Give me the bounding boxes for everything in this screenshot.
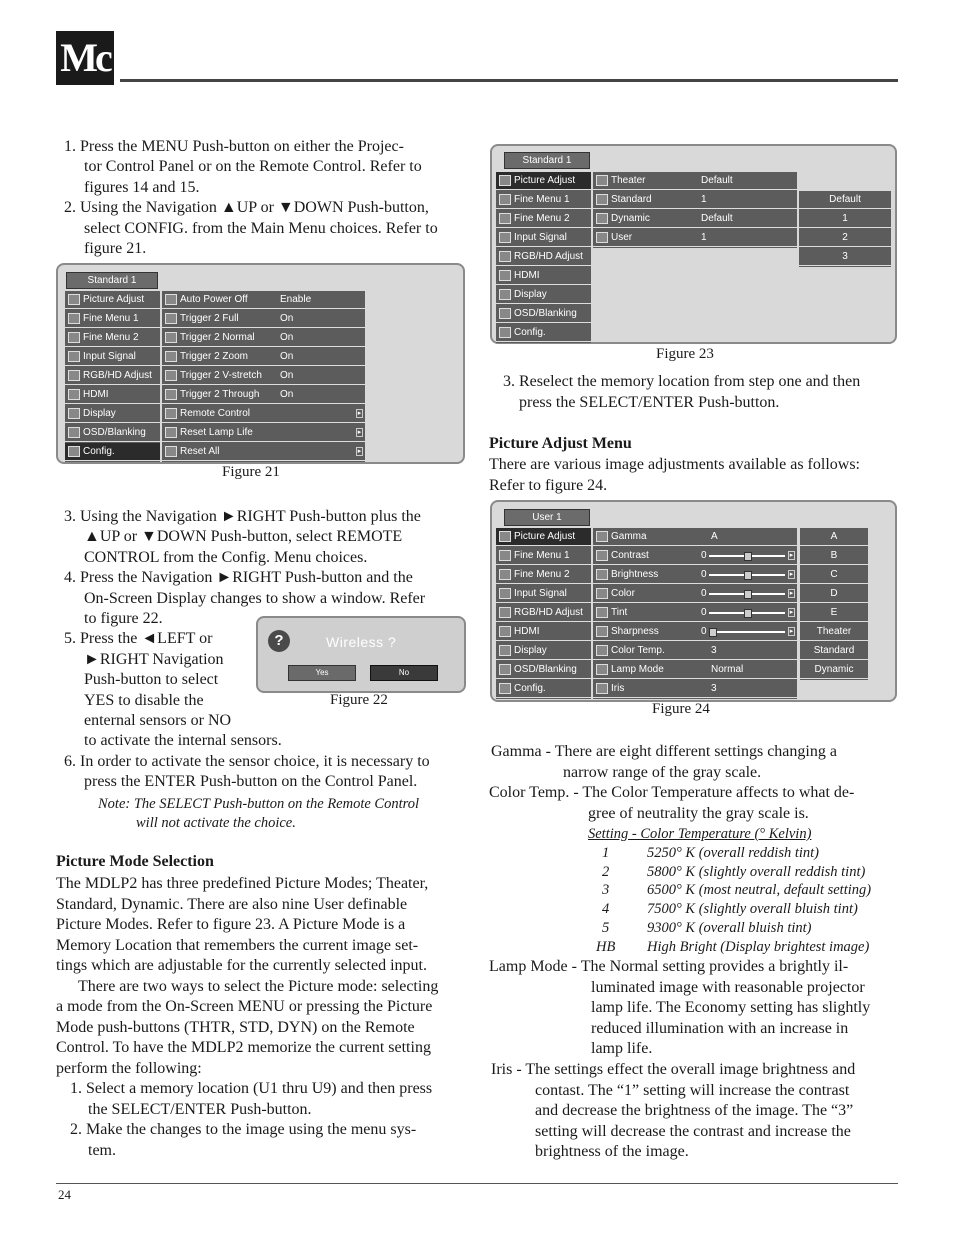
menu-item[interactable]	[496, 229, 591, 247]
step-line: 6. In order to activate the sensor choice, it is necessary to	[64, 752, 430, 770]
menu-item-label: OSD/Blanking	[83, 427, 146, 438]
menu-item[interactable]	[496, 324, 591, 342]
menu-item[interactable]	[496, 172, 591, 190]
menu-item-label: Fine Menu 1	[83, 313, 139, 324]
menu-icon	[499, 664, 511, 675]
menu-icon	[499, 289, 511, 300]
menu-item[interactable]	[496, 286, 591, 304]
setting-row[interactable]	[593, 172, 797, 190]
setting-row[interactable]	[162, 424, 365, 442]
step-line: ►RIGHT Navigation	[84, 650, 224, 668]
menu-item-label: HDMI	[514, 270, 540, 281]
ct-setting: 1	[602, 845, 610, 861]
body-line: tem.	[88, 1141, 116, 1159]
menu-icon	[68, 294, 80, 305]
menu-item-label: Input Signal	[514, 588, 567, 599]
body-line: Standard, Dynamic. There are also nine User definable	[56, 895, 408, 913]
slider-knob[interactable]	[744, 590, 752, 599]
menu-icon	[499, 607, 511, 618]
ct-desc: 7500° K (slightly overall bluish tint)	[647, 901, 858, 918]
body-line: There are two ways to select the Picture mode: selecting	[78, 977, 439, 995]
setting-value: 0	[701, 607, 707, 618]
figure-22-wireless-dialog	[256, 616, 466, 693]
setting-label: Iris	[611, 683, 625, 694]
color-temp-line: Color Temp. - The Color Temperature affects to what de-	[489, 784, 855, 801]
setting-label: Gamma	[611, 531, 647, 542]
iris-line: contast. The “1” setting will increase the contrast	[535, 1081, 850, 1099]
slider-arrow-icon: ▸	[789, 571, 794, 578]
menu-icon	[499, 308, 511, 319]
body-line: The MDLP2 has three predefined Picture Modes; Theater,	[56, 875, 429, 892]
setting-icon	[165, 294, 177, 305]
setting-row[interactable]	[593, 210, 797, 228]
menu-icon	[499, 683, 511, 694]
figure-23-picture-mode-menu	[490, 144, 897, 344]
setting-value: On	[280, 351, 294, 362]
step-line: 2. Using the Navigation ▲UP or ▼DOWN Push-button,	[64, 199, 429, 217]
menu-item-label: Input Signal	[83, 351, 136, 362]
menu-icon	[499, 588, 511, 599]
menu-item-label: Picture Adjust	[514, 175, 576, 186]
osd-main-menu	[496, 172, 591, 343]
menu-item[interactable]	[65, 291, 160, 309]
setting-row[interactable]	[593, 604, 797, 622]
menu-item-label: Fine Menu 2	[83, 332, 139, 343]
option-item[interactable]: C	[800, 566, 868, 584]
setting-icon	[165, 351, 177, 362]
setting-label: Sharpness	[611, 626, 659, 637]
setting-icon	[165, 389, 177, 400]
setting-value: On	[280, 313, 294, 324]
option-item[interactable]: 3	[799, 248, 891, 266]
value-slider[interactable]	[709, 555, 785, 557]
setting-label: User	[611, 232, 633, 243]
yes-button[interactable]: Yes	[288, 665, 356, 681]
menu-item-label: Display	[514, 289, 547, 300]
setting-label: Trigger 2 Through	[180, 389, 260, 400]
no-button[interactable]: No	[370, 665, 438, 681]
setting-value: Enable	[280, 294, 312, 305]
menu-item[interactable]	[65, 329, 160, 347]
setting-row[interactable]	[593, 661, 797, 679]
setting-row[interactable]	[593, 528, 797, 546]
menu-icon	[68, 427, 80, 438]
setting-label: Theater	[611, 175, 646, 186]
osd-title: Standard 1	[66, 272, 158, 289]
setting-icon	[596, 607, 608, 618]
setting-icon	[596, 645, 608, 656]
setting-icon	[165, 332, 177, 343]
step-line: 5. Press the ◄LEFT or	[64, 630, 213, 648]
setting-label: Brightness	[611, 569, 659, 580]
step-line: tor Control Panel or on the Remote Control. Refer to	[84, 158, 422, 176]
setting-row[interactable]	[162, 367, 365, 385]
setting-icon	[165, 408, 177, 419]
setting-icon	[596, 213, 608, 224]
setting-row[interactable]	[593, 680, 797, 698]
setting-row[interactable]	[593, 547, 797, 565]
osd-main-menu	[65, 291, 160, 462]
setting-icon	[596, 232, 608, 243]
menu-item-label: OSD/Blanking	[514, 664, 577, 675]
slider-arrow-icon: ▸	[789, 609, 794, 616]
setting-value: 0	[701, 569, 707, 580]
lamp-mode-line: reduced illumination with an increase in	[591, 1019, 849, 1037]
menu-icon	[499, 531, 511, 542]
setting-row[interactable]	[162, 348, 365, 366]
value-slider[interactable]	[709, 612, 785, 614]
osd-picture-modes	[593, 172, 797, 248]
setting-label: Trigger 2 Zoom	[180, 351, 248, 362]
note-line: will not activate the choice.	[136, 815, 296, 831]
setting-value: 1	[701, 232, 707, 243]
menu-item[interactable]	[65, 424, 160, 442]
iris-line: Iris - The settings effect the overall image brightness and	[491, 1061, 856, 1078]
option-item[interactable]: Default	[799, 191, 891, 209]
option-item[interactable]: Theater	[800, 623, 868, 641]
setting-label: Trigger 2 V-stretch	[180, 370, 262, 381]
menu-item-label: Display	[514, 645, 547, 656]
menu-icon	[68, 370, 80, 381]
menu-icon	[68, 446, 80, 457]
menu-item[interactable]	[496, 680, 591, 698]
setting-row[interactable]	[593, 623, 797, 641]
setting-row[interactable]	[593, 191, 797, 209]
menu-icon	[499, 251, 511, 262]
setting-value: On	[280, 332, 294, 343]
setting-icon	[596, 550, 608, 561]
setting-value: On	[280, 389, 294, 400]
menu-item-label: Config.	[83, 446, 115, 457]
menu-item[interactable]	[496, 642, 591, 660]
menu-item-label: OSD/Blanking	[514, 308, 577, 319]
setting-row[interactable]	[162, 443, 365, 461]
menu-item-label: Config.	[514, 683, 546, 694]
osd-title: Standard 1	[504, 152, 590, 169]
setting-label: Auto Power Off	[180, 294, 248, 305]
menu-item[interactable]	[496, 191, 591, 209]
menu-icon	[499, 645, 511, 656]
option-item[interactable]: A	[800, 528, 868, 546]
osd-options	[800, 528, 868, 680]
ct-desc: 5250° K (overall reddish tint)	[647, 845, 819, 861]
step-line: CONTROL from the Config. Menu choices.	[84, 548, 368, 566]
lamp-mode-line: luminated image with reasonable projector	[591, 978, 865, 996]
setting-label: Dynamic	[611, 213, 650, 224]
submenu-arrow-icon: ▸	[357, 429, 362, 436]
ct-setting: HB	[596, 938, 616, 955]
menu-item[interactable]	[496, 248, 591, 266]
menu-item[interactable]	[496, 547, 591, 565]
step-line: press the SELECT/ENTER Push-button.	[519, 393, 780, 411]
option-item[interactable]: Standard	[800, 642, 868, 660]
step-line: figure 21.	[84, 240, 147, 257]
menu-icon	[68, 408, 80, 419]
iris-line: brightness of the image.	[535, 1143, 689, 1160]
ct-desc: 6500° K (most neutral, default setting)	[647, 882, 872, 899]
menu-item-label: RGB/HD Adjust	[514, 607, 583, 618]
figure-24-picture-adjust-menu	[490, 500, 897, 702]
setting-row[interactable]	[162, 329, 365, 347]
body-line: Picture Modes. Refer to figure 23. A Picture Mode is a	[56, 916, 406, 933]
menu-icon	[499, 194, 511, 205]
menu-item[interactable]	[496, 305, 591, 323]
menu-item-label: Fine Menu 1	[514, 194, 570, 205]
option-item[interactable]: B	[800, 547, 868, 565]
menu-icon	[499, 213, 511, 224]
setting-label: Color	[611, 588, 635, 599]
menu-item[interactable]	[65, 443, 160, 461]
setting-value: Default	[701, 175, 733, 186]
figure-22-caption: Figure 22	[330, 692, 388, 708]
menu-item-label: RGB/HD Adjust	[83, 370, 152, 381]
option-item[interactable]: E	[800, 604, 868, 622]
slider-knob[interactable]	[709, 628, 717, 637]
body-line: a mode from the On-Screen MENU or pressing the Picture	[56, 998, 433, 1015]
question-icon: ?	[268, 630, 290, 652]
setting-icon	[596, 588, 608, 599]
setting-icon	[596, 626, 608, 637]
setting-label: Standard	[611, 194, 652, 205]
menu-item[interactable]	[65, 367, 160, 385]
value-slider[interactable]	[709, 631, 785, 633]
step-line: press the ENTER Push-button on the Control Panel.	[84, 773, 418, 791]
gamma-line: Gamma - There are eight different settings changing a	[491, 743, 837, 760]
ct-setting: 5	[602, 919, 610, 936]
slider-knob[interactable]	[744, 552, 752, 561]
menu-item[interactable]	[496, 623, 591, 641]
iris-line: setting will decrease the contrast and increase the	[535, 1122, 851, 1140]
body-line: 2. Make the changes to the image using the menu sys-	[70, 1121, 417, 1138]
menu-icon	[499, 569, 511, 580]
step-line: YES to disable the	[84, 691, 204, 709]
body-line: Mode push-buttons (THTR, STD, DYN) on the Remote	[56, 1018, 415, 1036]
setting-icon	[596, 664, 608, 675]
setting-label: Color Temp.	[611, 645, 665, 656]
note-line: Note: The SELECT Push-button on the Remote Control	[98, 796, 420, 812]
step-line: to figure 22.	[84, 610, 163, 627]
setting-value: Normal	[711, 664, 744, 675]
setting-icon	[596, 569, 608, 580]
submenu-arrow-icon: ▸	[357, 410, 362, 417]
menu-icon	[499, 626, 511, 637]
menu-item-label: Config.	[514, 327, 546, 338]
menu-item-label: Input Signal	[514, 232, 567, 243]
step-line: figures 14 and 15.	[84, 178, 200, 196]
setting-icon	[596, 175, 608, 186]
lamp-mode-line: lamp life.	[591, 1040, 653, 1057]
header-rule	[120, 79, 898, 82]
menu-item[interactable]	[65, 348, 160, 366]
figure-21-caption: Figure 21	[222, 464, 280, 480]
ct-table-header: Setting - Color Temperature (° Kelvin)	[588, 826, 812, 842]
body-line: 1. Select a memory location (U1 thru U9) and then press	[70, 1080, 433, 1097]
setting-icon	[165, 427, 177, 438]
setting-value: 0	[701, 588, 707, 599]
ct-setting: 2	[602, 863, 610, 880]
option-item[interactable]: 2	[799, 229, 891, 247]
ct-setting: 4	[602, 901, 610, 918]
setting-icon	[165, 313, 177, 324]
setting-icon	[165, 446, 177, 457]
menu-item[interactable]	[496, 585, 591, 603]
menu-icon	[68, 389, 80, 400]
value-slider[interactable]	[709, 574, 785, 576]
menu-item[interactable]	[496, 566, 591, 584]
slider-arrow-icon: ▸	[789, 552, 794, 559]
body-line: perform the following:	[56, 1059, 202, 1077]
step-line: enternal sensors or NO	[84, 712, 232, 729]
menu-icon	[68, 332, 80, 343]
figure-23-caption: Figure 23	[656, 346, 714, 362]
step-line: On-Screen Display changes to show a window. Refer	[84, 589, 426, 607]
step-line: 1. Press the MENU Push-button on either the Projec-	[64, 138, 404, 155]
figure-21-config-menu	[56, 263, 465, 464]
menu-icon	[499, 327, 511, 338]
iris-line: and decrease the brightness of the image. The “3”	[535, 1102, 854, 1119]
setting-row[interactable]	[593, 566, 797, 584]
setting-icon	[596, 531, 608, 542]
slider-knob[interactable]	[744, 571, 752, 580]
setting-value: 3	[711, 645, 717, 656]
body-line: There are various image adjustments available as follows:	[489, 456, 860, 473]
setting-icon	[596, 683, 608, 694]
slider-arrow-icon: ▸	[789, 628, 794, 635]
menu-item-label: Display	[83, 408, 116, 419]
gamma-line: narrow range of the gray scale.	[563, 763, 762, 781]
setting-row[interactable]	[162, 405, 365, 423]
lamp-mode-line: Lamp Mode - The Normal setting provides a brightly il-	[489, 958, 849, 975]
body-line: Control. To have the MDLP2 memorize the current setting	[56, 1039, 431, 1056]
menu-item-label: Fine Menu 2	[514, 213, 570, 224]
menu-item-label: HDMI	[514, 626, 540, 637]
step-line: 3. Using the Navigation ►RIGHT Push-button plus the	[64, 508, 421, 525]
body-line: Refer to figure 24.	[489, 476, 608, 494]
menu-item[interactable]	[496, 604, 591, 622]
menu-icon	[499, 550, 511, 561]
menu-item[interactable]	[65, 310, 160, 328]
setting-row[interactable]	[162, 386, 365, 404]
body-line: tings which are adjustable for the currently selected input.	[56, 957, 427, 974]
setting-icon	[596, 194, 608, 205]
menu-item-label: RGB/HD Adjust	[514, 251, 583, 262]
osd-adjust-items	[593, 528, 797, 699]
menu-item-label: Fine Menu 1	[514, 550, 570, 561]
menu-item[interactable]	[65, 386, 160, 404]
setting-value: 0	[701, 550, 707, 561]
picture-mode-heading: Picture Mode Selection	[56, 853, 214, 870]
ct-desc: 5800° K (slightly overall reddish tint)	[647, 863, 866, 880]
lamp-mode-line: lamp life. The Economy setting has slightly	[591, 999, 871, 1016]
osd-main-menu	[496, 528, 591, 699]
menu-item-label: Picture Adjust	[83, 294, 145, 305]
page-number: 24	[58, 1187, 71, 1202]
menu-item[interactable]	[496, 661, 591, 679]
setting-row[interactable]	[162, 291, 365, 309]
setting-value: 3	[711, 683, 717, 694]
setting-value: 1	[701, 194, 707, 205]
menu-item[interactable]	[65, 405, 160, 423]
color-temp-line: gree of neutrality the gray scale is.	[588, 804, 809, 822]
setting-label: Lamp Mode	[611, 664, 664, 675]
step-line: select CONFIG. from the Main Menu choices. Refer to	[84, 219, 438, 237]
submenu-arrow-icon: ▸	[357, 448, 362, 455]
body-line: the SELECT/ENTER Push-button.	[88, 1100, 312, 1118]
value-slider[interactable]	[709, 593, 785, 595]
menu-icon	[68, 351, 80, 362]
setting-label: Reset Lamp Life	[180, 427, 253, 438]
menu-icon	[499, 175, 511, 186]
option-item[interactable]: D	[800, 585, 868, 603]
step-line: 3. Reselect the memory location from step one and then	[503, 373, 861, 390]
step-line: to activate the internal sensors.	[84, 732, 282, 750]
step-line: 4. Press the Navigation ►RIGHT Push-button and the	[64, 569, 413, 587]
menu-icon	[499, 270, 511, 281]
step-line: Push-button to select	[84, 671, 219, 689]
slider-arrow-icon: ▸	[789, 590, 794, 597]
menu-item-label: HDMI	[83, 389, 109, 400]
setting-value: Default	[701, 213, 733, 224]
osd-options	[799, 191, 891, 267]
wireless-prompt: Wireless ?	[326, 634, 397, 650]
setting-value: On	[280, 370, 294, 381]
setting-label: Tint	[611, 607, 628, 618]
mcintosh-logo: Mc	[56, 31, 114, 85]
step-line: ▲UP or ▼DOWN Push-button, select REMOTE	[84, 528, 403, 546]
setting-label: Remote Control	[180, 408, 251, 419]
setting-label: Reset All	[180, 446, 220, 457]
footer-rule	[56, 1183, 898, 1184]
figure-24-caption: Figure 24	[652, 701, 710, 717]
setting-row[interactable]	[593, 229, 797, 247]
body-line: Memory Location that remembers the current image set-	[56, 936, 419, 954]
menu-item-label: Picture Adjust	[514, 531, 576, 542]
menu-item-label: Fine Menu 2	[514, 569, 570, 580]
menu-icon	[499, 232, 511, 243]
setting-label: Trigger 2 Normal	[180, 332, 255, 343]
setting-row[interactable]	[593, 585, 797, 603]
setting-row[interactable]	[162, 310, 365, 328]
setting-value: A	[711, 531, 718, 542]
menu-item[interactable]	[496, 267, 591, 285]
osd-config-items	[162, 291, 365, 462]
menu-icon	[68, 313, 80, 324]
setting-label: Trigger 2 Full	[180, 313, 239, 324]
slider-knob[interactable]	[744, 609, 752, 618]
setting-icon	[165, 370, 177, 381]
option-item[interactable]: Dynamic	[800, 661, 868, 679]
osd-title: User 1	[504, 509, 590, 526]
option-item[interactable]: 1	[799, 210, 891, 228]
setting-value: 0	[701, 626, 707, 637]
ct-setting: 3	[602, 882, 610, 899]
setting-row[interactable]	[593, 642, 797, 660]
setting-label: Contrast	[611, 550, 649, 561]
menu-item[interactable]	[496, 210, 591, 228]
ct-desc: High Bright (Display brightest image)	[647, 938, 870, 955]
ct-desc: 9300° K (overall bluish tint)	[647, 919, 812, 936]
picture-adjust-heading: Picture Adjust Menu	[489, 435, 632, 452]
menu-item[interactable]	[496, 528, 591, 546]
